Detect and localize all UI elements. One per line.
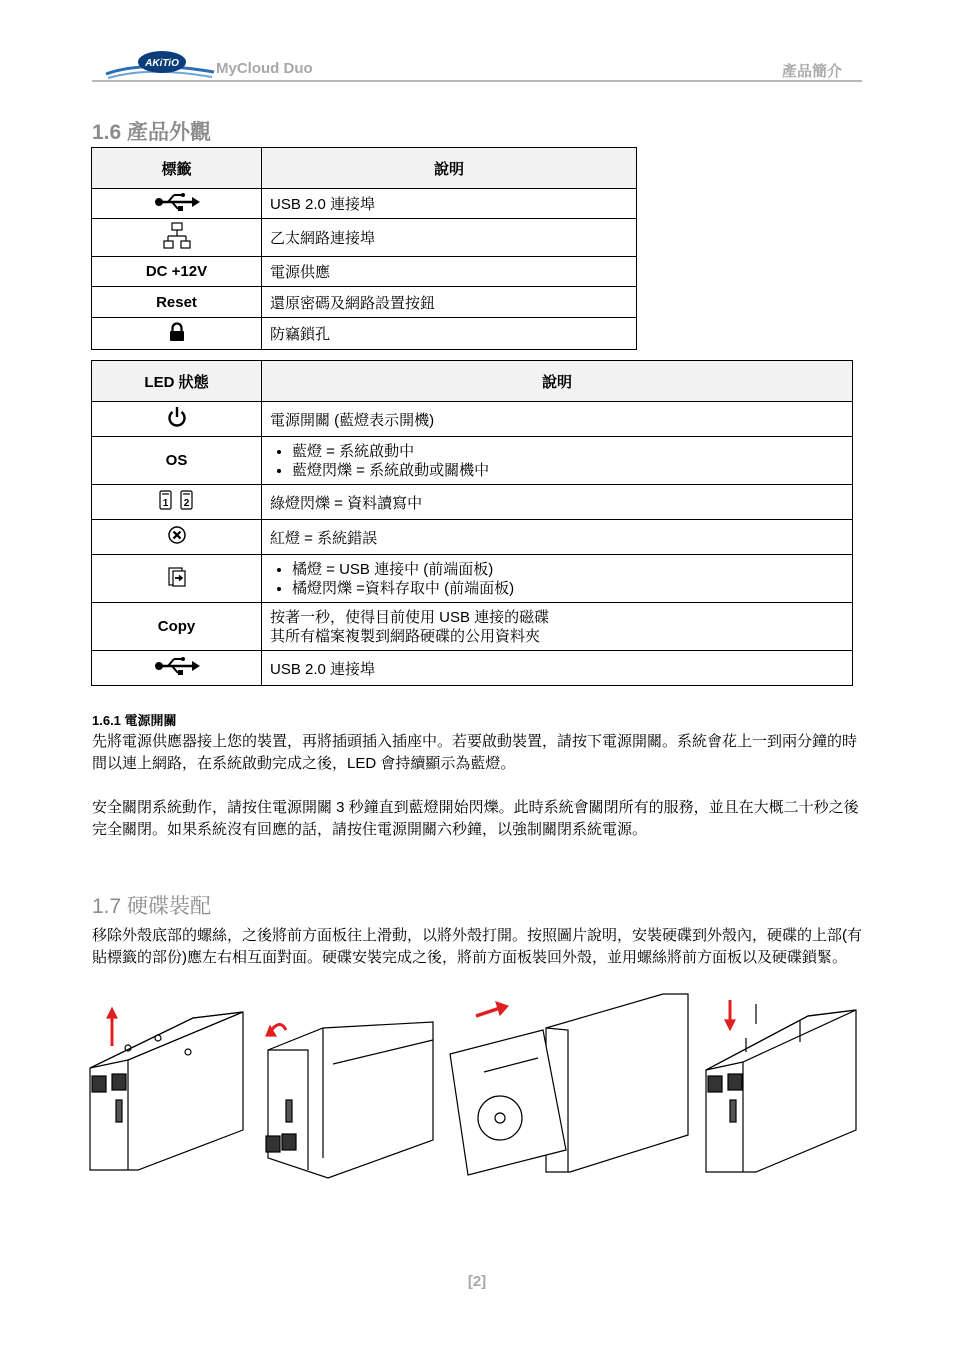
ports-row-desc: 還原密碼及網路設置按鈕 bbox=[262, 287, 637, 318]
ports-row-label: DC +12V bbox=[92, 257, 262, 287]
logo-text: AKiTiO bbox=[145, 58, 179, 69]
table-row bbox=[92, 520, 853, 555]
hdd-install-paragraph: 移除外殼底部的螺絲，之後將前方面板往上滑動，以將外殼打開。按照圖片說明，安裝硬碟到外殼內，硬碟的上部(有貼標籤的部份)應左右相互面對面。硬碟安裝完成之後，將前方面板裝回外殼，並用螺絲將前方面板以及硬碟鎖緊。 bbox=[92, 927, 863, 966]
table-row bbox=[92, 318, 637, 350]
table-row bbox=[92, 485, 853, 520]
ports-row-desc: 電源供應 bbox=[262, 257, 637, 287]
step-1-remove-screw-image bbox=[90, 1008, 243, 1170]
table-row bbox=[92, 219, 637, 257]
step-2-slide-panel-image bbox=[266, 1022, 433, 1178]
ports-row-label: Reset bbox=[92, 287, 262, 318]
list-item: • 橘燈閃爍 =資料存取中 (前端面板) bbox=[292, 579, 844, 598]
led-row-desc: 電源開關 (藍燈表示開機) bbox=[262, 402, 853, 437]
table-row bbox=[92, 189, 637, 219]
error-icon bbox=[167, 525, 187, 549]
step-4-fasten-screws-image bbox=[706, 1000, 856, 1172]
network-icon bbox=[163, 222, 191, 254]
led-table-header-desc: 說明 bbox=[262, 361, 853, 402]
table-row bbox=[92, 402, 853, 437]
page-number: [2] bbox=[467, 1273, 487, 1290]
led-row-desc: 綠燈閃爍 = 資料讀寫中 bbox=[262, 485, 853, 520]
power-paragraph-1: 先將電源供應器接上您的裝置，再將插頭插入插座中。若要啟動裝置，請按下電源開關。系統會花上一到兩分鐘的時間以連上網路，在系統啟動完成之後，LED 會持續顯示為藍燈。 bbox=[92, 733, 858, 772]
led-row-desc: 紅燈 = 系統錯誤 bbox=[262, 520, 853, 555]
ports-table-header-desc: 說明 bbox=[262, 148, 637, 189]
step-3-insert-drive-image bbox=[450, 994, 688, 1175]
led-os-list bbox=[270, 442, 844, 480]
svg-text:1: 1 bbox=[162, 498, 168, 509]
copy-desc-line-2: 其所有檔案複製到網路硬碟的公用資料夾 bbox=[270, 627, 541, 645]
ports-row-desc: 防竊鎖孔 bbox=[262, 318, 637, 350]
table-row bbox=[92, 437, 853, 485]
copy-status-icon bbox=[167, 566, 187, 592]
ports-row-desc: 乙太網路連接埠 bbox=[262, 219, 637, 257]
section-1-6-title: 1.6 產品外觀 bbox=[92, 121, 212, 144]
ports-row-desc: USB 2.0 連接埠 bbox=[262, 189, 637, 219]
lock-icon bbox=[169, 322, 185, 346]
copy-desc-line-1: 按著一秒，使得目前使用 USB 連接的磁碟 bbox=[270, 608, 550, 626]
power-icon bbox=[167, 406, 187, 432]
hdd-1-2-icon bbox=[157, 489, 197, 515]
section-1-6-1-title: 1.6.1 電源開關 bbox=[92, 713, 177, 728]
led-usb-list bbox=[270, 560, 844, 598]
svg-text:2: 2 bbox=[183, 498, 189, 509]
usb-icon bbox=[154, 657, 200, 679]
header-section-name: 產品簡介 bbox=[781, 63, 842, 80]
led-row-desc: USB 2.0 連接埠 bbox=[262, 651, 853, 686]
table-row bbox=[92, 257, 637, 287]
usb-icon bbox=[154, 193, 200, 215]
list-item: • 藍燈閃爍 = 系統啟動或關機中 bbox=[292, 461, 844, 480]
led-row-label: Copy bbox=[92, 603, 262, 651]
table-row bbox=[92, 555, 853, 603]
led-table-header-label: LED 狀態 bbox=[92, 361, 262, 402]
list-item: • 藍燈 = 系統啟動中 bbox=[292, 442, 844, 461]
section-1-7-title: 1.7 硬碟裝配 bbox=[92, 895, 212, 918]
table-row bbox=[92, 603, 853, 651]
table-row bbox=[92, 287, 637, 318]
list-item: • 橘燈 = USB 連接中 (前端面板) bbox=[292, 560, 844, 579]
ports-table-header-label: 標籤 bbox=[92, 148, 262, 189]
header-product-name: MyCloud Duo bbox=[216, 60, 313, 77]
ports-table bbox=[91, 147, 637, 350]
table-row bbox=[92, 651, 853, 686]
led-row-label: OS bbox=[92, 437, 262, 485]
brand-logo bbox=[104, 48, 216, 82]
power-paragraph-2: 安全關閉系統動作，請按住電源開關 3 秒鐘直到藍燈開始閃爍。此時系統會關閉所有的服務，並且在大概二十秒之後完全關閉。如果系統沒有回應的話，請按住電源開關六秒鐘，以強制關閉系統電源。 bbox=[92, 799, 859, 838]
hdd-install-illustration bbox=[88, 990, 862, 1180]
led-table bbox=[91, 360, 853, 686]
header-divider bbox=[92, 80, 862, 82]
